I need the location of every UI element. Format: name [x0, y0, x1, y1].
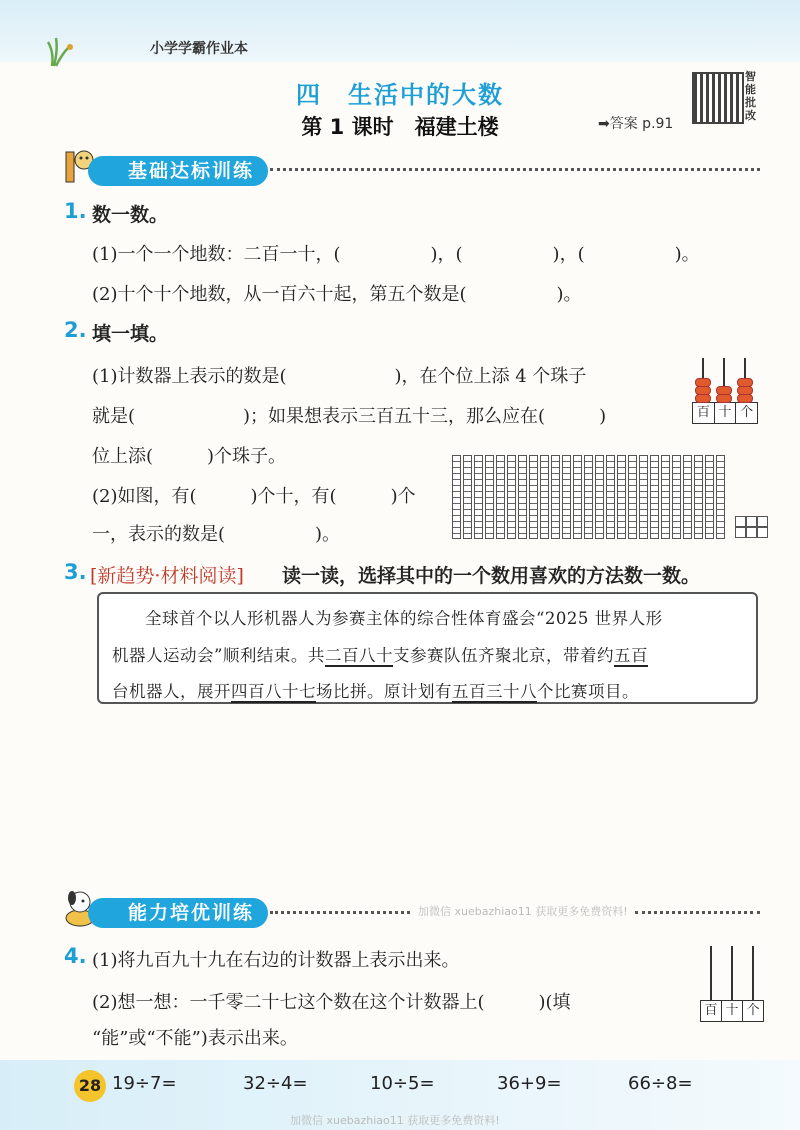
ten-rod — [617, 455, 626, 539]
header-band — [0, 0, 800, 62]
unit-cube — [757, 527, 768, 538]
unit-cube — [757, 516, 768, 527]
q4-number: 4. — [64, 944, 87, 968]
ten-rod — [628, 455, 637, 539]
underlined-number[interactable]: 五百三十八 — [452, 682, 537, 701]
ten-rod — [694, 455, 703, 539]
ten-rod — [584, 455, 593, 539]
watermark-text: 加微信 xuebazhiao11 获取更多免费资料! — [418, 905, 628, 918]
abacus-label-ones: 个 — [746, 1003, 760, 1018]
tens-blocks-figure — [452, 455, 762, 545]
qr-code-icon[interactable] — [692, 72, 744, 124]
ten-rod — [650, 455, 659, 539]
oral-calc-1[interactable]: 19÷7= — [112, 1073, 177, 1094]
q4-part2-line2[interactable]: “能”或“不能”)表示出来。 — [92, 1028, 298, 1049]
abacus-label-hundreds: 百 — [693, 403, 715, 423]
section-divider — [635, 911, 760, 914]
abacus-label-tens: 十 — [722, 1001, 743, 1021]
ten-rod — [496, 455, 505, 539]
ten-rod — [573, 455, 582, 539]
q2-part1-line3[interactable]: 位上添( )个珠子。 — [92, 446, 287, 467]
oral-calc-2[interactable]: 32÷4= — [243, 1073, 308, 1094]
oral-calc-5[interactable]: 66÷8= — [628, 1073, 693, 1094]
ten-rod — [540, 455, 549, 539]
underlined-number[interactable]: 四百八十七 — [231, 682, 316, 701]
unit-cube — [735, 527, 746, 538]
abacus-place-labels — [692, 402, 758, 424]
abacus-label-tens: 十 — [715, 403, 737, 423]
q1-number: 1. — [64, 199, 87, 223]
q2-part2-line1[interactable]: (2)如图，有( )个十，有( )个 — [92, 486, 416, 507]
passage-line3: 台机器人，展开四百八十七场比拼。原计划有五百三十八个比赛项目。 — [112, 682, 639, 701]
plant-logo-icon — [44, 34, 84, 68]
abacus-bead — [695, 378, 711, 387]
ten-rod — [474, 455, 483, 539]
abacus-bead — [716, 394, 732, 403]
q1-part2[interactable]: (2)十个十个地数，从一百六十起，第五个数是( )。 — [92, 284, 582, 305]
lesson-title: 第 1 课时 福建土楼 — [301, 115, 499, 139]
ten-rod — [705, 455, 714, 539]
q1-part1[interactable]: (1)一个一个地数：二百一十，( )，( )，( )。 — [92, 244, 700, 265]
q4-part2-line1[interactable]: (2)想一想：一千零二十七这个数在这个计数器上( )(填 — [92, 992, 571, 1013]
page-number: 28 — [74, 1070, 106, 1102]
ten-rod — [683, 455, 692, 539]
ten-rod — [518, 455, 527, 539]
qr-label: 智能批改 — [745, 70, 756, 122]
ten-rod — [595, 455, 604, 539]
ten-rod — [606, 455, 615, 539]
q3-title: 读一读，选择其中的一个数用喜欢的方法数一数。 — [282, 565, 701, 587]
ten-rod — [661, 455, 670, 539]
oral-calc-4[interactable]: 36+9= — [497, 1073, 562, 1094]
answer-reference: ➡答案 p.91 — [598, 116, 674, 132]
ten-rod — [672, 455, 681, 539]
underlined-number[interactable]: 五百 — [613, 646, 648, 665]
abacus-counter — [692, 358, 760, 424]
series-name: 小学学霸作业本 — [150, 41, 248, 57]
passage-line2: 机器人运动会”顺利结束。共二百八十支参赛队伍齐聚北京，带着约五百 — [112, 646, 648, 665]
q2-number: 2. — [64, 318, 87, 342]
abacus-bead — [716, 386, 732, 395]
ten-rod — [529, 455, 538, 539]
section-divider — [270, 911, 410, 914]
ten-rod — [639, 455, 648, 539]
q2-part2-line2[interactable]: 一，表示的数是( )。 — [92, 524, 341, 545]
ten-rod — [716, 455, 725, 539]
unit-cube — [735, 516, 746, 527]
passage-line1: 全球首个以人形机器人为参赛主体的综合性体育盛会“2025 世界人形 — [145, 609, 663, 628]
abacus-counter-empty[interactable] — [700, 946, 764, 1020]
unit-title: 四 生活中的大数 — [296, 81, 504, 109]
ten-rod — [463, 455, 472, 539]
ten-rod — [551, 455, 560, 539]
q3-tag: [新趋势·材料阅读] — [90, 565, 244, 587]
underlined-number[interactable]: 二百八十 — [324, 646, 393, 665]
abacus-bead — [695, 394, 711, 403]
q2-title: 填一填。 — [92, 323, 169, 345]
q2-part1-line1[interactable]: (1)计数器上表示的数是( )，在个位上添 4 个珠子 — [92, 366, 587, 387]
abacus-label-ones: 个 — [740, 405, 754, 420]
q3-number: 3. — [64, 560, 87, 584]
section-advanced-training: 能力培优训练 — [88, 898, 268, 928]
abacus-label-hundreds: 百 — [701, 1001, 722, 1021]
abacus-bead — [737, 378, 753, 387]
footer-watermark: 加微信 xuebazhiao11 获取更多免费资料! — [290, 1114, 500, 1127]
section-divider — [270, 168, 760, 171]
unit-cube — [746, 516, 757, 527]
oral-calc-3[interactable]: 10÷5= — [370, 1073, 435, 1094]
abacus-bead — [737, 386, 753, 395]
q4-part1[interactable]: (1)将九百九十九在右边的计数器上表示出来。 — [92, 950, 460, 971]
ten-rod — [507, 455, 516, 539]
section-basic-training: 基础达标训练 — [88, 156, 268, 186]
abacus-bead — [695, 386, 711, 395]
abacus-bead — [737, 394, 753, 403]
abacus-place-labels — [700, 1000, 764, 1022]
unit-cube — [746, 527, 757, 538]
ten-rod — [485, 455, 494, 539]
q2-part1-line2[interactable]: 就是( )；如果想表示三百五十三，那么应在( ) — [92, 406, 607, 427]
q1-title: 数一数。 — [92, 204, 169, 226]
ten-rod — [562, 455, 571, 539]
ten-rod — [452, 455, 461, 539]
